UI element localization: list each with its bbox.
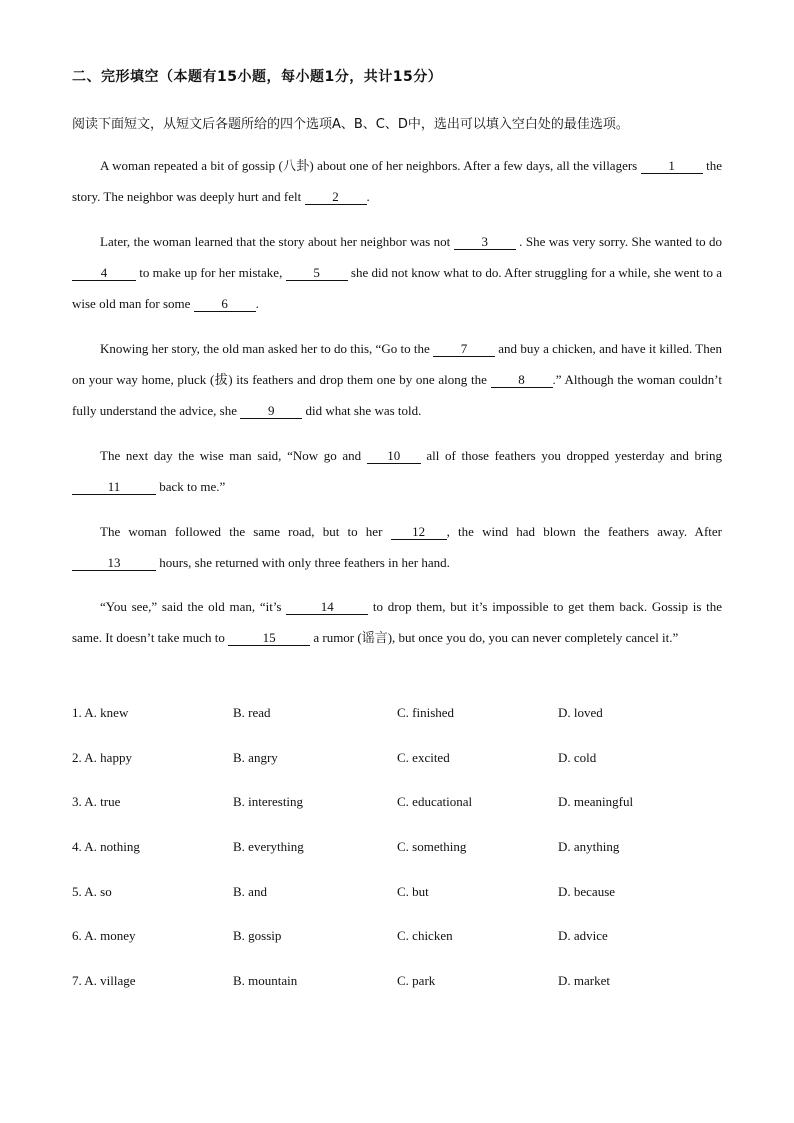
- passage-text: a rumor (谣言), but once you do, you can never completely cancel it.”: [310, 630, 679, 645]
- passage-text: and buy a chicken, and have it killed. Then on your way home, pluck (拔) its feathers and drop them one by one along the: [72, 341, 723, 387]
- option-c: C. park: [397, 973, 436, 989]
- passage-text: the story. The neighbor was deeply hurt and felt: [72, 158, 722, 204]
- question-row: [72, 705, 722, 750]
- option-c: C. something: [397, 839, 467, 855]
- blank-6: 6: [194, 297, 256, 312]
- blank-2: 2: [305, 190, 367, 205]
- question-row: [72, 750, 722, 795]
- option-d: D. cold: [558, 749, 597, 765]
- blank-15: 15: [228, 631, 310, 646]
- option-a: 3. A. true: [72, 794, 121, 810]
- blank-4: 4: [72, 266, 136, 281]
- question-row: [72, 973, 722, 1018]
- passage-text: .: [255, 296, 259, 311]
- option-c: C. chicken: [397, 928, 453, 944]
- option-c: C. finished: [397, 705, 455, 720]
- passage-text: to make up for her mistake,: [136, 265, 286, 280]
- option-d: D. meaningful: [558, 794, 634, 810]
- passage-paragraph-6: [72, 591, 722, 653]
- option-d: D. anything: [558, 839, 620, 855]
- option-a: 2. A. happy: [72, 749, 132, 765]
- passage-text: hours, she returned with only three feathers in her hand.: [156, 555, 450, 570]
- passage-text: Later, the woman learned that the story about her neighbor was not: [100, 234, 454, 249]
- passage-text: .: [366, 189, 370, 204]
- option-d: D. because: [558, 883, 616, 899]
- passage-text: , the wind had blown the feathers away. After: [446, 524, 722, 539]
- blank-9: 9: [240, 404, 302, 419]
- option-a: 4. A. nothing: [72, 839, 140, 855]
- option-b: B. everything: [233, 839, 304, 855]
- passage-text: A woman repeated a bit of gossip (八卦) about one of her neighbors. After a few days, all the villagers: [100, 158, 638, 173]
- question-row: [72, 928, 722, 973]
- blank-1: 1: [641, 159, 703, 174]
- passage-text: The woman followed the same road, but to her: [100, 524, 391, 539]
- question-row: [72, 884, 722, 929]
- option-b: B. interesting: [233, 794, 304, 810]
- option-b: B. gossip: [233, 928, 282, 944]
- option-c: C. educational: [397, 794, 473, 810]
- blank-11: 11: [72, 480, 156, 495]
- passage-paragraph-1: [72, 150, 722, 212]
- blank-10: 10: [367, 449, 421, 464]
- blank-8: 8: [491, 373, 553, 388]
- passage-text: back to me.”: [156, 479, 226, 494]
- option-a: 6. A. money: [72, 928, 136, 944]
- option-d: D. loved: [558, 705, 603, 720]
- option-c: C. but: [397, 883, 429, 899]
- passage-text: she did not know what to do. After struggling for a while, she went to a wise old man for some: [72, 265, 722, 311]
- option-a: 7. A. village: [72, 973, 136, 989]
- instruction-text: 阅读下面短文，从短文后各题所给的四个选项A、B、C、D中，选出可以填入空白处的最佳选项。: [72, 117, 629, 132]
- blank-14: 14: [286, 600, 368, 615]
- passage-text: . She was very sorry. She wanted to do: [515, 234, 723, 249]
- section-heading: 二、完形填空（本题有15小题，每小题1分，共计15分）: [72, 69, 443, 85]
- passage-text: Knowing her story, the old man asked her to do this, “Go to the: [100, 341, 434, 356]
- passage-paragraph-5: [72, 516, 722, 578]
- blank-5: 5: [286, 266, 348, 281]
- passage-text: The next day the wise man said, “Now go and: [100, 448, 367, 463]
- blank-13: 13: [72, 556, 156, 571]
- answer-options: [72, 705, 722, 1018]
- passage-paragraph-3: [72, 333, 722, 426]
- blank-12: 12: [391, 525, 447, 540]
- question-row: [72, 839, 722, 884]
- passage-text: all of those feathers you dropped yesterday and bring: [420, 448, 722, 463]
- passage-text: “You see,” said the old man, “it’s: [100, 599, 287, 614]
- option-b: B. and: [233, 883, 267, 899]
- passage-text: .” Although the woman couldn’t fully understand the advice, she: [72, 372, 722, 418]
- passage-paragraph-2: [72, 226, 722, 319]
- blank-3: 3: [454, 235, 516, 250]
- option-a: 5. A. so: [72, 883, 112, 899]
- option-d: D. advice: [558, 928, 608, 944]
- option-b: B. angry: [233, 749, 278, 765]
- passage-text: to drop them, but it’s impossible to get them back. Gossip is the same. It doesn’t take much to: [72, 599, 722, 645]
- option-b: B. mountain: [233, 973, 298, 989]
- option-b: B. read: [233, 705, 271, 720]
- option-d: D. market: [558, 973, 610, 989]
- passage-paragraph-4: [72, 440, 722, 502]
- option-c: C. excited: [397, 749, 450, 765]
- blank-7: 7: [433, 342, 495, 357]
- question-row: [72, 794, 722, 839]
- option-a: 1. A. knew: [72, 705, 129, 720]
- passage-text: did what she was told.: [302, 403, 422, 418]
